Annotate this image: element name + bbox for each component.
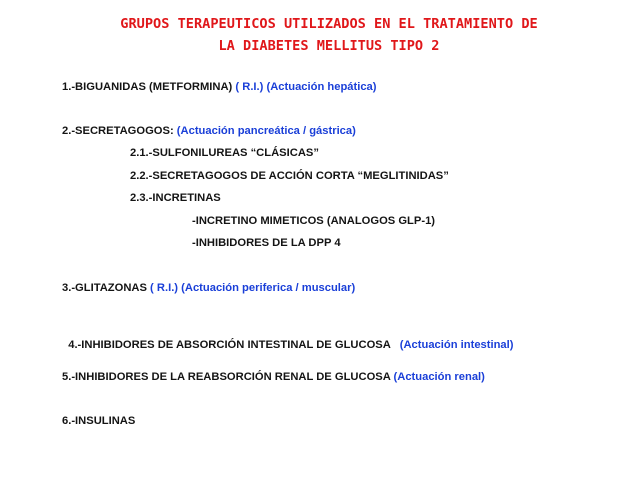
item-glitazonas-label: 3.-GLITAZONAS bbox=[62, 282, 147, 294]
item-reabsorcion bbox=[62, 370, 485, 384]
item-biguanidas-label: 1.-BIGUANIDAS (METFORMINA) bbox=[62, 81, 233, 93]
item-absorcion-label: 4.-INHIBIDORES DE ABSORCIÓN INTESTINAL DE GLUCOSA bbox=[68, 339, 394, 351]
item-glitazonas-note: ( R.I.) (Actuación periferica / muscular) bbox=[146, 282, 356, 294]
item-secretagogos bbox=[62, 124, 356, 138]
item-secretagogos-label: 2.-SECRETAGOGOS: bbox=[62, 125, 174, 137]
item-secretagogos-note: (Actuación pancreática / gástrica) bbox=[173, 125, 356, 137]
item-sulfonilureas: 2.1.-SULFONILUREAS “CLÁSICAS” bbox=[130, 147, 319, 159]
item-absorcion bbox=[62, 324, 513, 352]
item-absorcion-note: (Actuación intestinal) bbox=[393, 339, 514, 351]
item-meglitinidas: 2.2.-SECRETAGOGOS DE ACCIÓN CORTA “MEGLITINIDAS” bbox=[130, 170, 449, 182]
slide-title-line-1: GRUPOS TERAPEUTICOS UTILIZADOS EN EL TRATAMIENTO DE bbox=[120, 16, 538, 32]
item-dpp4: -INHIBIDORES DE LA DPP 4 bbox=[192, 237, 341, 249]
item-glp1: -INCRETINO MIMETICOS (ANALOGOS GLP-1) bbox=[192, 215, 436, 227]
item-glitazonas bbox=[62, 281, 355, 295]
slide-title-line-2: LA DIABETES MELLITUS TIPO 2 bbox=[218, 38, 440, 54]
item-biguanidas bbox=[62, 80, 377, 94]
item-reabsorcion-label: 5.-INHIBIDORES DE LA REABSORCIÓN RENAL DE GLUCOSA bbox=[62, 371, 391, 383]
item-insulinas: 6.-INSULINAS bbox=[62, 415, 136, 427]
item-biguanidas-note: ( R.I.) (Actuación hepática) bbox=[232, 81, 377, 93]
item-reabsorcion-note: (Actuación renal) bbox=[390, 371, 485, 383]
item-incretinas: 2.3.-INCRETINAS bbox=[130, 192, 221, 204]
